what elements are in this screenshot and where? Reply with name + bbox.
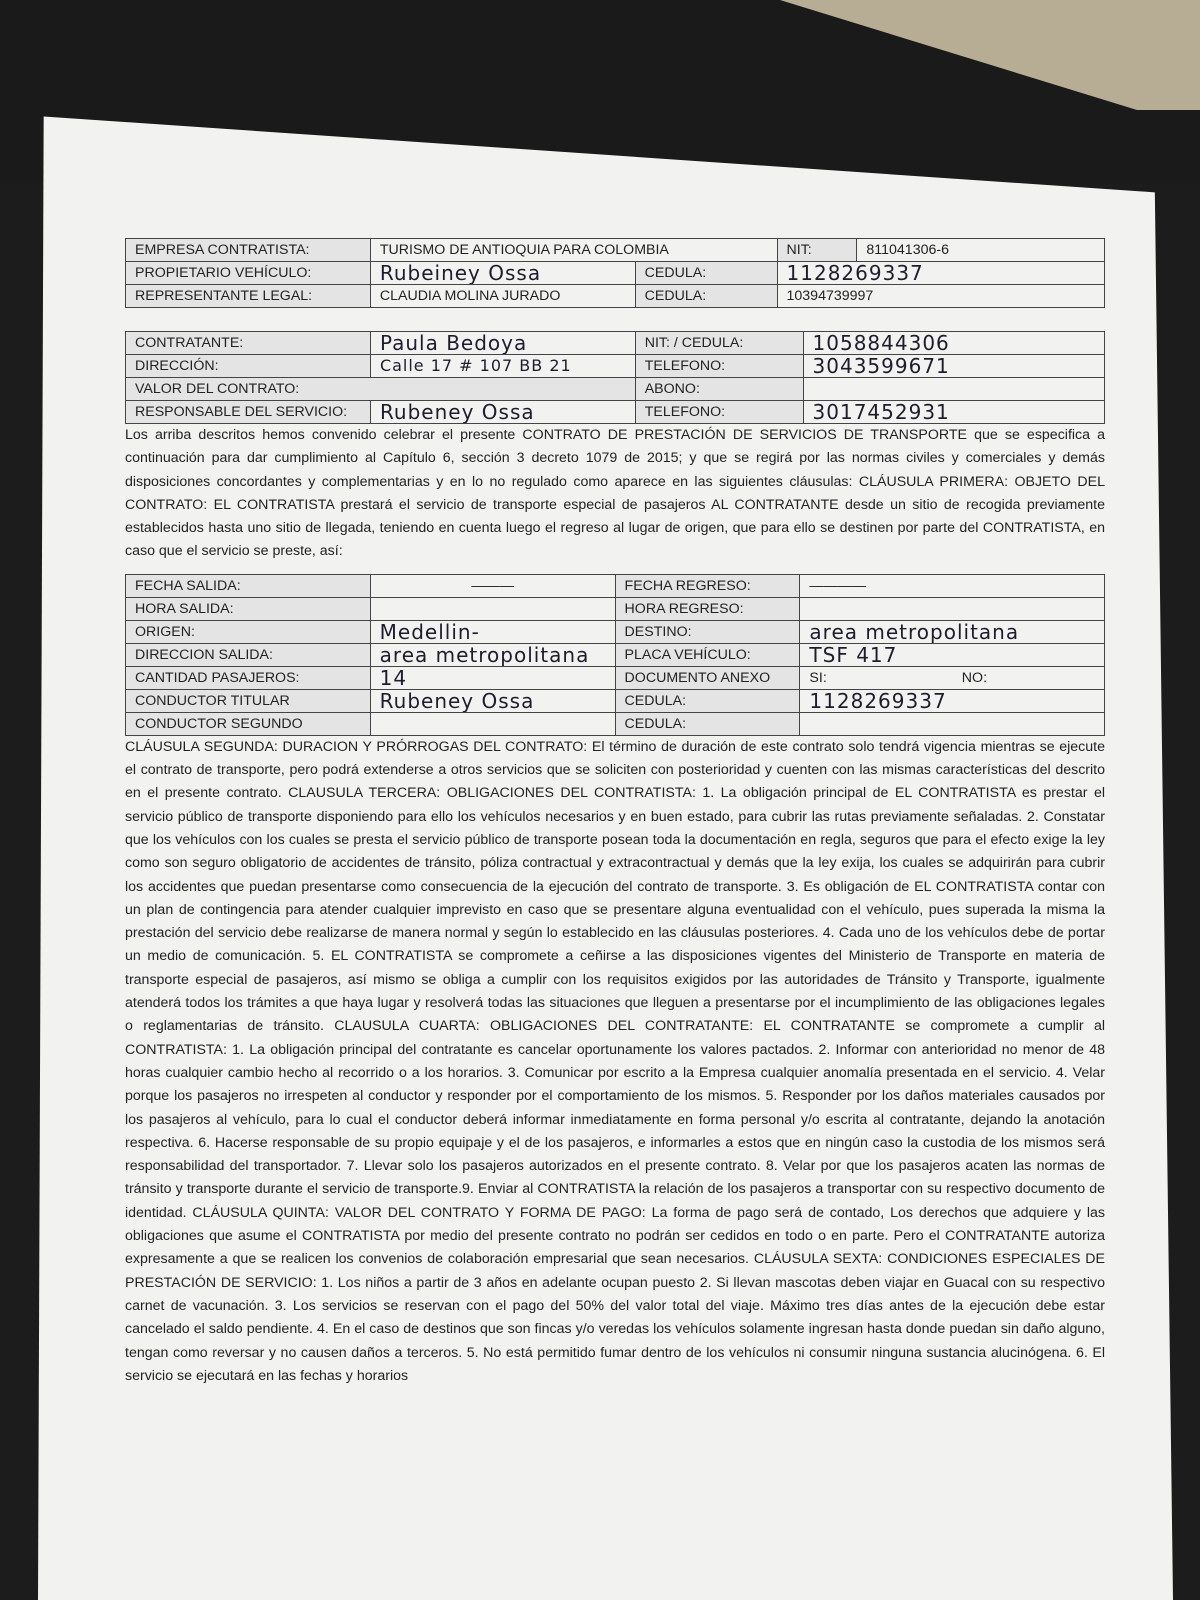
table-row <box>126 643 1105 666</box>
cantidad-pasajeros-label: CANTIDAD PASAJEROS: <box>126 666 371 689</box>
propietario-cedula-value: 1128269337 <box>777 262 1104 285</box>
conductor-segundo-value <box>370 712 615 735</box>
valor-contrato-label: VALOR DEL CONTRATO: <box>126 378 636 401</box>
hora-salida-value <box>370 597 615 620</box>
abono-label: ABONO: <box>635 378 803 401</box>
table-row <box>126 262 1105 285</box>
table-row <box>126 378 1105 401</box>
direccion-label: DIRECCIÓN: <box>126 355 371 378</box>
contract-intro-paragraph: Los arriba descritos hemos convenido celebrar el presente CONTRATO DE PRESTACIÓN DE SERVICIOS DE TRANSPORTE que se especifica a continuación para dar cumplimiento al Capítulo 6, sección 3 decreto 1079 de 2015; y que se regirá por las normas civiles y comerciales y demás disposiciones concordantes y complementarias y en lo no regulado como aparece en las siguientes cláusulas: CLÁUSULA PRIMERA: OBJETO DEL CONTRATO: EL CONTRATISTA prestará el servicio de transporte especial de pasajeros AL CONTRATANTE desde un sitio de recogida previamente establecidos hasta uno sitio de llegada, teniendo en cuenta luego el regreso al lugar de origen, que para ello se destinen por parte del CONTRATISTA, en caso que el servicio se preste, así: <box>125 427 1105 560</box>
si-label: SI: <box>809 669 827 686</box>
contract-clauses-paragraph: CLÁUSULA SEGUNDA: DURACION Y PRÓRROGAS DEL CONTRATO: El término de duración de este contrato solo tendrá vigencia mientras se ejecute el contrato de transporte, pero podrá extenderse a otros servicios que se soliciten con posterioridad y cuenten con las mismas características del descrito en el presente contrato. CLAUSULA TERCERA: OBLIGACIONES DEL CONTRATISTA: 1. La obligación principal de EL CONTRATISTA es prestar el servicio público de transporte disponiendo para ello los vehículos necesarios y en buen estado, para cubrir las rutas previamente señaladas. 2. Constatar que los vehículos con los cuales se presta el servicio público de transporte posean toda la documentación en regla, seguros que para el efecto exige la ley como son seguro obligatorio de accidentes de tránsito, póliza contractual y extracontractual y demás que la ley exija, los cuales se adquirirán para cubrir los accidentes que puedan presentarse como consecuencia de la ejecución del contrato de transporte. 3. Es obligación de EL CONTRATISTA contar con un plan de contingencia para atender cualquier imprevisto en caso que se presentare alguna eventualidad con el vehículo, pues superada la misma la prestación del servicio debe realizarse de manera normal y según lo establecido en las cláusulas posteriores. 4. Cada uno de los vehículos debe de portar un medio de comunicación. 5. EL CONTRATISTA se compromete a ceñirse a las disposiciones vigentes del Ministerio de Transporte en materia de transporte especial de pasajeros, así mismo se obliga a cumplir con los requisitos exigidos por las autoridades de Tránsito y Transporte, igualmente atenderá todos los trámites a que haya lugar y resolverá todas las situaciones que lleguen a presentarse por el incumplimiento de las obligaciones legales o reglamentarias de tránsito. CLAUSULA CUARTA: OBLIGACIONES DEL CONTRATANTE: EL CONTRATANTE se compromete a cumplir al CONTRATISTA: 1. La obligación principal del contratante es cancelar oportunamente los valores pactados. 2. Informar con anterioridad no menor de 48 horas cualquier cambio hecho al recorrido o a los horarios. 3. Comunicar por escrito a la Empresa cualquier anomalía presentada en el servicio. 4. Velar porque los pasajeros no irrespeten al conductor y responder por el comportamiento de los mismos. 5. Responder por los daños materiales causados por los pasajeros al vehículo, para lo cual el conductor deberá informar inmediatamente en forma personal y/o escrita al contratante, dejando la anotación respectiva. 6. Hacerse responsable de su propio equipaje y el de los pasajeros, e informarles a estos que en ningún caso la custodia de los mismos será responsabilidad del transportador. 7. Llevar solo los pasajeros autorizados en el presente contrato. 8. Velar por que los pasajeros acaten las normas de tránsito y transporte durante el servicio de transporte.9. Enviar al CONTRATISTA la relación de los pasajeros a transportar con su respectivo documento de identidad. CLÁUSULA QUINTA: VALOR DEL CONTRATO Y FORMA DE PAGO: La forma de pago será de contado, Los derechos que adquiere y las obligaciones que asume el CONTRATISTA por medio del presente contrato no podrán ser cedidos en todo o en parte. Pero el CONTRATANTE autoriza expresamente a que se realicen los convenios de colaboración empresarial que sean necesarios. CLÁUSULA SEXTA: CONDICIONES ESPECIALES DE PRESTACIÓN DE SERVICIO: 1. Los niños a partir de 3 años en adelante ocupan puesto 2. Si llevan mascotas deben viajar en Guacal con su respectivo carnet de vacunación. 3. Los servicios se reservan con el pago del 50% del valor total del viaje. Máximo tres días antes de la ejecución debe estar cancelado el saldo pendiente. 4. En el caso de destinos que son fincas y/o veredas los vehículos solamente ingresan hasta donde puedan sin daño alguno, tengan como reversar y no causen daños a terceros. 5. No está permitido fumar dentro de los vehículos ni consumir ninguna sustancia alucinógena. 6. El servicio se ejecutará en las fechas y horarios <box>125 738 1105 1384</box>
representante-label: REPRESENTANTE LEGAL: <box>126 285 371 308</box>
direccion-salida-value: area metropolitana <box>370 643 615 666</box>
table-row <box>126 332 1105 355</box>
propietario-value: Rubeiney Ossa <box>370 262 635 285</box>
conductor-segundo-cedula-value <box>800 712 1105 735</box>
trip-table <box>125 574 1105 736</box>
representante-value: CLAUDIA MOLINA JURADO <box>370 285 635 308</box>
table-row <box>126 712 1105 735</box>
nit-label: NIT: <box>777 239 857 262</box>
conductor-titular-value: Rubeney Ossa <box>370 689 615 712</box>
table-row <box>126 620 1105 643</box>
cantidad-pasajeros-value: 14 <box>370 666 615 689</box>
table-row <box>126 666 1105 689</box>
table-row <box>126 689 1105 712</box>
placa-label: PLACA VEHÍCULO: <box>615 643 800 666</box>
propietario-label: PROPIETARIO VEHÍCULO: <box>126 262 371 285</box>
table-row <box>126 574 1105 597</box>
contratante-label: CONTRATANTE: <box>126 332 371 355</box>
no-label: NO: <box>961 669 988 686</box>
hora-regreso-value <box>800 597 1105 620</box>
table-row <box>126 401 1105 424</box>
fecha-salida-value: ——— <box>370 574 615 597</box>
company-table <box>125 238 1105 308</box>
spacer <box>125 308 1105 331</box>
fecha-salida-label: FECHA SALIDA: <box>126 574 371 597</box>
cedula-label: CEDULA: <box>635 285 777 308</box>
contract-document <box>125 238 1105 1388</box>
fecha-regreso-label: FECHA REGRESO: <box>615 574 800 597</box>
contratante-value: Paula Bedoya <box>370 332 635 355</box>
spacer <box>125 564 1105 574</box>
telefono-label: TELEFONO: <box>635 401 803 424</box>
destino-label: DESTINO: <box>615 620 800 643</box>
documento-anexo-options <box>800 666 1105 689</box>
conductor-titular-label: CONDUCTOR TITULAR <box>126 689 371 712</box>
empresa-value: TURISMO DE ANTIOQUIA PARA COLOMBIA <box>370 239 777 262</box>
table-row <box>126 355 1105 378</box>
cedula-label: CEDULA: <box>615 689 800 712</box>
nit-value: 811041306-6 <box>857 239 1105 262</box>
cedula-label: CEDULA: <box>615 712 800 735</box>
telefono-label: TELEFONO: <box>635 355 803 378</box>
fecha-regreso-value: ———— <box>800 574 1105 597</box>
nit-cedula-value: 1058844306 <box>803 332 1104 355</box>
origen-value: Medellin- <box>370 620 615 643</box>
direccion-salida-label: DIRECCION SALIDA: <box>126 643 371 666</box>
table-row <box>126 597 1105 620</box>
documento-anexo-label: DOCUMENTO ANEXO <box>615 666 800 689</box>
empresa-label: EMPRESA CONTRATISTA: <box>126 239 371 262</box>
responsable-value: Rubeney Ossa <box>370 401 635 424</box>
direccion-value: Calle 17 # 107 BB 21 <box>370 355 635 378</box>
abono-value <box>803 378 1104 401</box>
representante-cedula-value: 10394739997 <box>777 285 1104 308</box>
conductor-segundo-label: CONDUCTOR SEGUNDO <box>126 712 371 735</box>
telefono-value: 3043599671 <box>803 355 1104 378</box>
destino-value: area metropolitana <box>800 620 1105 643</box>
table-row <box>126 239 1105 262</box>
hora-salida-label: HORA SALIDA: <box>126 597 371 620</box>
responsable-telefono-value: 3017452931 <box>803 401 1104 424</box>
contratante-table <box>125 331 1105 424</box>
responsable-label: RESPONSABLE DEL SERVICIO: <box>126 401 371 424</box>
cedula-label: CEDULA: <box>635 262 777 285</box>
table-row <box>126 285 1105 308</box>
conductor-cedula-value: 1128269337 <box>800 689 1105 712</box>
placa-value: TSF 417 <box>800 643 1105 666</box>
origen-label: ORIGEN: <box>126 620 371 643</box>
nit-cedula-label: NIT: / CEDULA: <box>635 332 803 355</box>
hora-regreso-label: HORA REGRESO: <box>615 597 800 620</box>
